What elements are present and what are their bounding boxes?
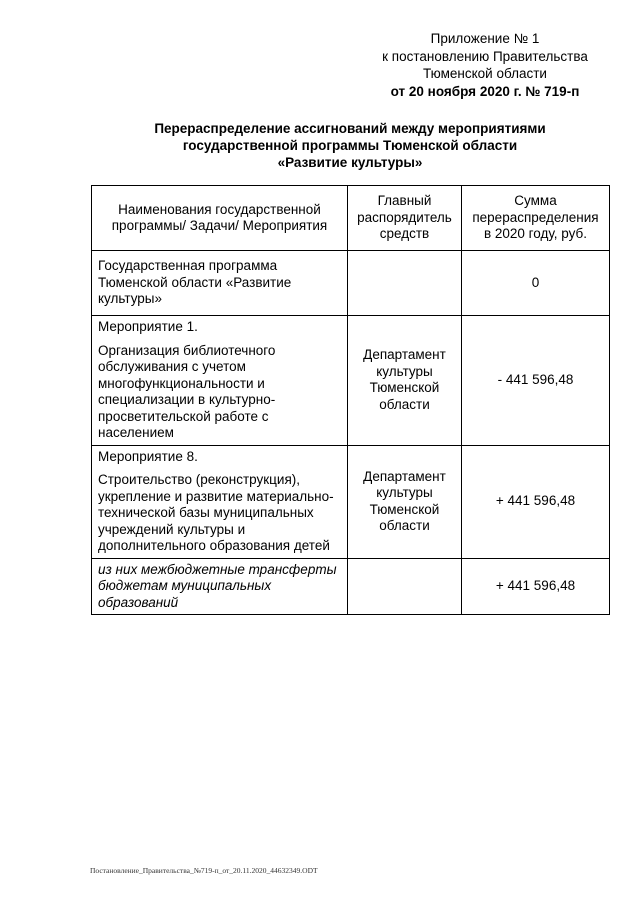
event-description: Организация библиотечного обслуживания с учетом многофункциональности и специализации в культурно-просветительской работе с населением bbox=[98, 342, 276, 440]
cell-amount: + 441 596,48 bbox=[462, 558, 610, 615]
header-amount: Сумма перераспределения в 2020 году, руб. bbox=[462, 186, 610, 251]
table-header-row bbox=[92, 186, 610, 251]
cell-amount: + 441 596,48 bbox=[462, 445, 610, 558]
cell-name: Государственная программа Тюменской области «Развитие культуры» bbox=[92, 251, 348, 316]
appendix-region: Тюменской области bbox=[423, 66, 547, 81]
cell-manager bbox=[348, 558, 462, 615]
heading-line-1: Перераспределение ассигнований между мероприятиями bbox=[154, 121, 546, 136]
event-number: Мероприятие 1. bbox=[98, 319, 198, 334]
cell-name: из них межбюджетные трансферты бюджетам муниципальных образований bbox=[92, 558, 348, 615]
table-row bbox=[92, 445, 610, 558]
header-manager: Главный распорядитель средств bbox=[348, 186, 462, 251]
cell-manager bbox=[348, 251, 462, 316]
cell-name bbox=[92, 316, 348, 446]
cell-amount: - 441 596,48 bbox=[462, 316, 610, 446]
header-name: Наименования государственной программы/ Задачи/ Мероприятия bbox=[92, 186, 348, 251]
cell-manager: Департамент культуры Тюменской области bbox=[348, 445, 462, 558]
appendix-title: Приложение № 1 bbox=[430, 31, 540, 46]
appendix-date-number: от 20 ноября 2020 г. № 719-п bbox=[390, 83, 580, 99]
table-row bbox=[92, 251, 610, 316]
event-description: Строительство (реконструкция), укрепление и развитие материально-технической базы муниципальных учреждений культуры и дополнительного образования детей bbox=[98, 472, 334, 553]
table-row bbox=[92, 316, 610, 446]
event-number: Мероприятие 8. bbox=[98, 448, 198, 464]
redistribution-table bbox=[91, 185, 610, 615]
heading-line-3: «Развитие культуры» bbox=[277, 155, 423, 170]
footer-filename: Постановление_Правительства_№719-п_от_20.11.2020_44632349.ODT bbox=[90, 866, 318, 875]
appendix-reference: к постановлению Правительства bbox=[382, 48, 588, 64]
cell-amount: 0 bbox=[462, 251, 610, 316]
appendix-block bbox=[340, 30, 630, 100]
cell-manager: Департамент культуры Тюменской области bbox=[348, 316, 462, 446]
heading-line-2: государственной программы Тюменской области bbox=[182, 138, 518, 153]
cell-name bbox=[92, 445, 348, 558]
document-heading bbox=[90, 120, 610, 171]
table-row bbox=[92, 558, 610, 615]
